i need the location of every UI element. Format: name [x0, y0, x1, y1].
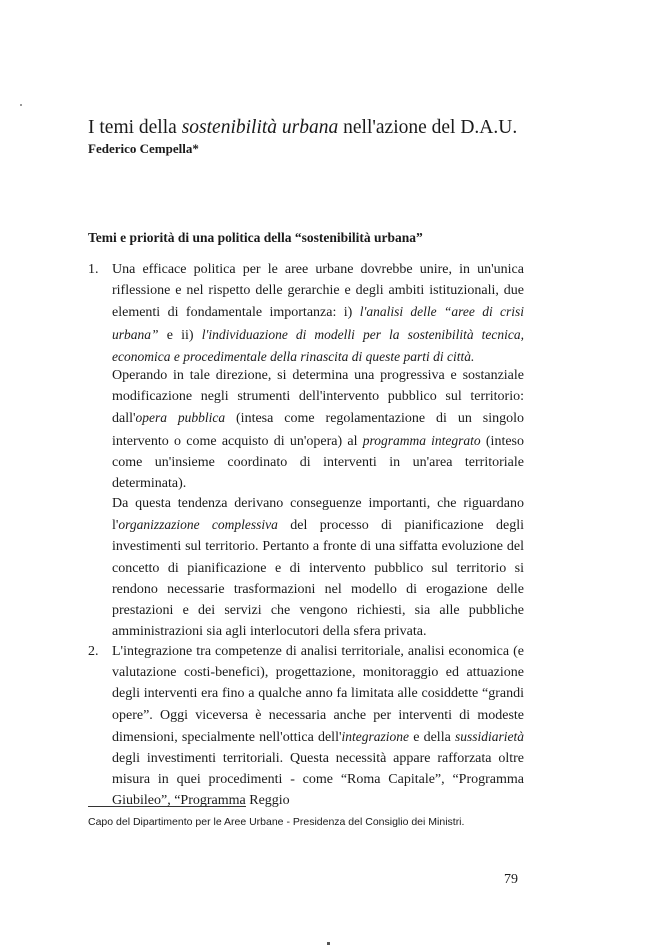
paragraph-1-3: Da questa tendenza derivano conseguenze importanti, che riguardano l'organizzazione complessiva del processo di pianificazione degli investimenti sul territorio. Pertanto a fronte di una siffatta evoluzione del concetto di pianificazione e di intervento pubblico sul territorio si rendono necessarie trasformazioni nel modello di erogazione delle prestazioni e dei servizi che vengono richiesti, sia alle pubbliche amministrazioni sia agli interlocutori della sfera privata.: [112, 496, 524, 640]
item-number-1: 1.: [88, 262, 99, 277]
footnote-divider: [88, 806, 246, 807]
section-heading: Temi e priorità di una politica della “sostenibilità urbana”: [88, 230, 423, 245]
paragraph-1-1: Una efficace politica per le aree urbane dovrebbe unire, in un'unica riflessione e nel rispetto delle gerarchie e degli ambiti istituzionali, due elementi di fondamentale importanza: i) l'analisi delle “aree di crisi urbana” e ii) l'individuazione di modelli per la sostenibilità tecnica, economica e procedimentale della rinascita di queste parti di città.: [112, 262, 524, 364]
paragraph-1-2: Operando in tale direzione, si determina una progressiva e sostanziale modificazione negli strumenti dell'intervento pubblico sul territorio: dall'opera pubblica (intesa come regolamentazione di un singolo intervento o come acquisto di un'opera) al programma integrato (inteso come un'insieme coordinato di interventi in un'area territoriale determinata).: [112, 368, 524, 492]
page-number: 79: [504, 872, 518, 887]
title-italic: sostenibilità urbana: [181, 117, 339, 138]
paragraph-2-1: L'integrazione tra competenze di analisi territoriale, analisi economica (e valutazione costi-benefici), progettazione, monitoraggio ed attuazione degli interventi era fino a qualche anno fa limitata alle cosiddette “grandi opere”. Oggi viceversa è necessaria anche per interventi di modeste dimensioni, specialmente nell'ottica dell'integrazione e della sussidiarietà degli investimenti territoriali. Questa necessità appare rafforzata oltre misura in quei procedimenti - come “Roma Capitale”, “Programma Giubileo”, “Programma Reggio: [112, 644, 524, 809]
scan-artifact-bottom: [327, 942, 330, 945]
article-title: I temi della sostenibilità urbana nell'azione del D.A.U.: [88, 117, 518, 138]
article-author: Federico Cempella*: [88, 141, 199, 156]
scan-artifact: [20, 104, 22, 106]
item-number-2: 2.: [88, 644, 99, 659]
footnote: Capo del Dipartimento per le Aree Urbane - Presidenza del Consiglio dei Ministri.: [88, 816, 465, 828]
